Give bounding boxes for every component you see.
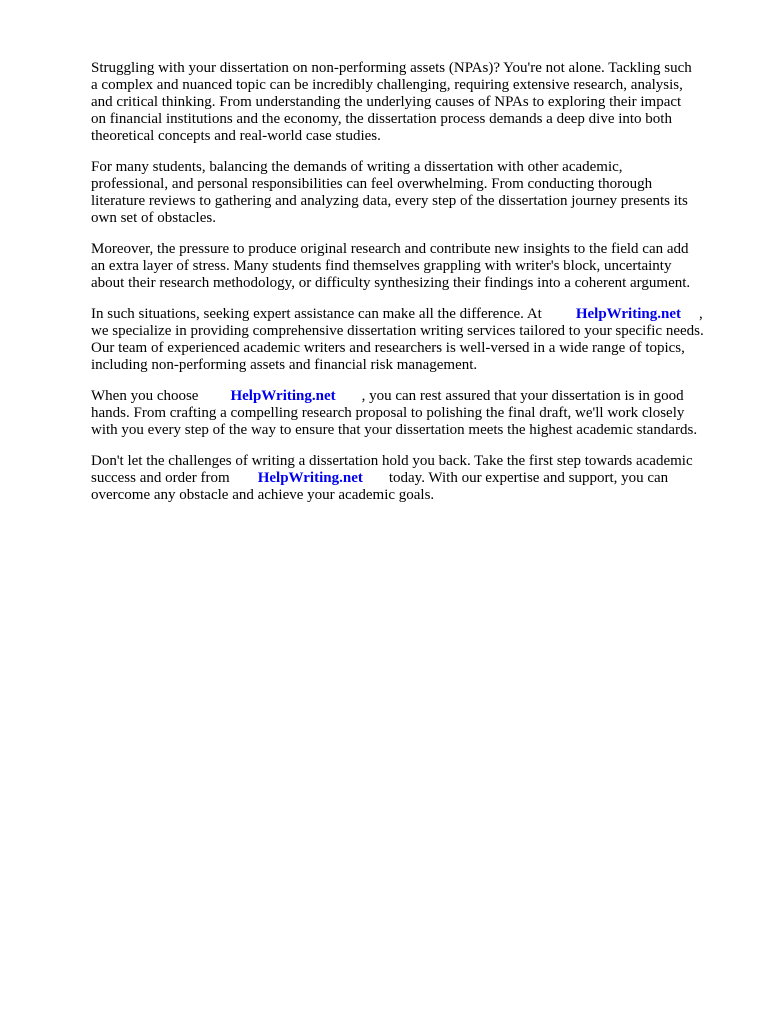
paragraph-text: , bbox=[698, 306, 703, 322]
helpwriting-link[interactable]: HelpWriting.net bbox=[257, 470, 363, 486]
helpwriting-link[interactable]: HelpWriting.net bbox=[575, 306, 681, 322]
paragraph-pressure: Moreover, the pressure to produce original research and contribute new insights to the field can add an extra layer of stress. Many students find themselves grappling with writer's block, uncertainty about their research methodology, or difficulty synthesizing their findings into a coherent argument. bbox=[91, 241, 691, 291]
paragraph-call-to-action bbox=[91, 453, 731, 504]
paragraph-intro: Struggling with your dissertation on non-performing assets (NPAs)? You're not alone. Tackling such a complex and nuanced topic can be incredibly challenging, requiring extensive research, analysis, and critical thinking. From understanding the underlying causes of NPAs to exploring their impact on financial institutions and the economy, the dissertation process demands a deep dive into both theoretical concepts and real-world case studies. bbox=[91, 60, 692, 144]
paragraph-text: , you can rest assured that your dissertation is in good bbox=[361, 388, 684, 404]
paragraph-choose bbox=[91, 388, 731, 439]
paragraph-text: today. With our expertise and support, you can bbox=[388, 470, 669, 486]
paragraph-text: Don't let the challenges of writing a dissertation hold you back. Take the first step towards academic bbox=[91, 453, 693, 469]
paragraph-expert-assistance bbox=[91, 306, 731, 374]
paragraph-text: we specialize in providing comprehensive dissertation writing services tailored to your specific needs. Our team of experienced academic writers and researchers is well-versed in a wide range of topics, including non-performing assets and financial risk management. bbox=[91, 323, 704, 373]
paragraph-text: When you choose bbox=[91, 388, 199, 404]
helpwriting-link[interactable]: HelpWriting.net bbox=[230, 388, 336, 404]
paragraph-students-balance: For many students, balancing the demands of writing a dissertation with other academic, professional, and personal responsibilities can feel overwhelming. From conducting thorough literature reviews to gathering and analyzing data, every step of the dissertation journey presents its own set of obstacles. bbox=[91, 159, 688, 226]
paragraph-text: overcome any obstacle and achieve your academic goals. bbox=[91, 487, 435, 503]
document-body bbox=[91, 60, 731, 518]
paragraph-text: success and order from bbox=[91, 470, 230, 486]
paragraph-text: In such situations, seeking expert assistance can make all the difference. At bbox=[91, 306, 542, 322]
paragraph-text: hands. From crafting a compelling research proposal to polishing the final draft, we'll work closely with you every step of the way to ensure that your dissertation meets the highest academic standards. bbox=[91, 405, 698, 438]
